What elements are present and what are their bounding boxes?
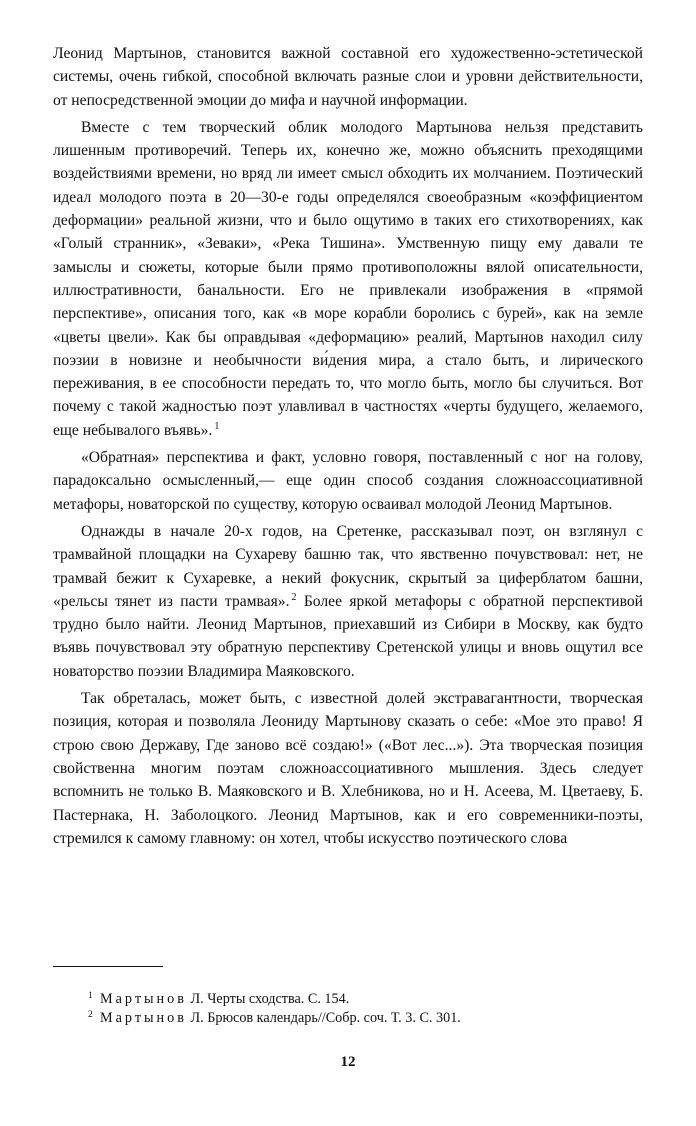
page-body bbox=[53, 42, 643, 850]
paragraph-continuation bbox=[53, 42, 643, 112]
paragraph bbox=[53, 687, 643, 850]
footnote-author: Мартынов bbox=[100, 991, 187, 1007]
paragraph-text: Так обреталась, может быть, с известной долей экстравагантности, творческая позиция, которая и позволяла Леониду Мартынову сказать о себе: «Мое это право! Я строю свою Державу, Где заново всё создаю!» («Вот лес...»). Эта творческая позиция свойственна многим поэтам сложноассоциативного мышления. Здесь следует вспомнить не только В. Маяковского и В. Хлебникова, но и Н. Асеева, М. Цветаеву, Б. Пастернака, Н. Заболоцкого. Леонид Мартынов, как и его современники-поэты, стремился к самому главному: он хотел, чтобы искусство поэтического слова bbox=[53, 690, 643, 847]
paragraph bbox=[53, 116, 643, 442]
paragraph bbox=[53, 446, 643, 516]
paragraph-text: Вместе с тем творческий облик молодого Мартынова нельзя представить лишенным противоречий. Теперь их, конечно же, можно объяснить преходящими воздействиями времени, но вряд ли имеет смысл обходить их молчанием. Поэтический идеал молодого поэта в 20—30-е годы определялся своеобразным «коэффициентом деформации» реальной жизни, что и было ощутимо в таких его стихотворениях, как «Голый странник», «Зеваки», «Река Тишина». Умственную пищу ему давали те замыслы и сюжеты, которые были прямо противоположны вялой описательности, иллюстративности, банальности. Его не привлекали изображения в «прямой перспективе», описания того, как «в море корабли боролись с бурей», как на земле «цветы цвели». Как бы оправдывая «деформацию» реалий, Мартынов находил силу поэзии в новизне и необычности ви́дения мира, а стало быть, и лирического переживания, в ее способности передать то, что могло быть, могло бы случиться. Вот почему с такой жадностью поэт улавливал в частностях «черты будущего, желаемого, еще небывалого въявь». bbox=[53, 118, 643, 439]
footnote-reference: 1 bbox=[214, 420, 220, 432]
footnote: 2 Мартынов Л. Брюсов календарь//Собр. соч. Т. 3. С. 301. bbox=[88, 1010, 461, 1026]
footnote-citation: Л. Брюсов календарь//Собр. соч. Т. 3. С. 301. bbox=[186, 1010, 461, 1026]
paragraph-text-continued: Более яркой метафоры с обратной перспективой трудно было найти. Леонид Мартынов, приехавший из Сибири в Москву, как будто въявь почувствовал эту обратную перспективу Сретенской улицы и вновь ощутил все новаторство поэзии Владимира Маяковского. bbox=[53, 592, 644, 680]
paragraph-text: Однажды в начале 20-х годов, на Сретенке, рассказывал поэт, он взглянул с трамвайной площадки на Сухареву башню так, что явственно почувствовал: нет, не трамвай бежит к Сухаревке, а некий фокусник, скрытый за циферблатом башни, «рельсы тянет из пасти трамвая». bbox=[53, 522, 643, 610]
paragraph-text: Леонид Мартынов, становится важной составной его художественно-эстетической системы, очень гибкой, способной включать разные слои и уровни действительности, от непосредственной эмоции до мифа и научной информации. bbox=[53, 45, 643, 109]
footnote-author: Мартынов bbox=[100, 1010, 187, 1026]
page-number: 12 bbox=[340, 1054, 356, 1070]
footnotes bbox=[88, 990, 648, 1028]
paragraph-text: «Обратная» перспектива и факт, условно говоря, поставленный с ног на голову, парадоксально осмысленный,— еще один способ создания сложноассоциативной метафоры, новаторской по существу, которую осваивал молодой Леонид Мартынов. bbox=[53, 449, 643, 513]
footnote-reference: 2 bbox=[291, 591, 297, 603]
footnote-citation: Л. Черты сходства. С. 154. bbox=[186, 991, 350, 1007]
footnote-divider bbox=[53, 966, 163, 967]
footnote: 1 Мартынов Л. Черты сходства. С. 154. bbox=[88, 991, 350, 1007]
paragraph bbox=[53, 520, 643, 683]
